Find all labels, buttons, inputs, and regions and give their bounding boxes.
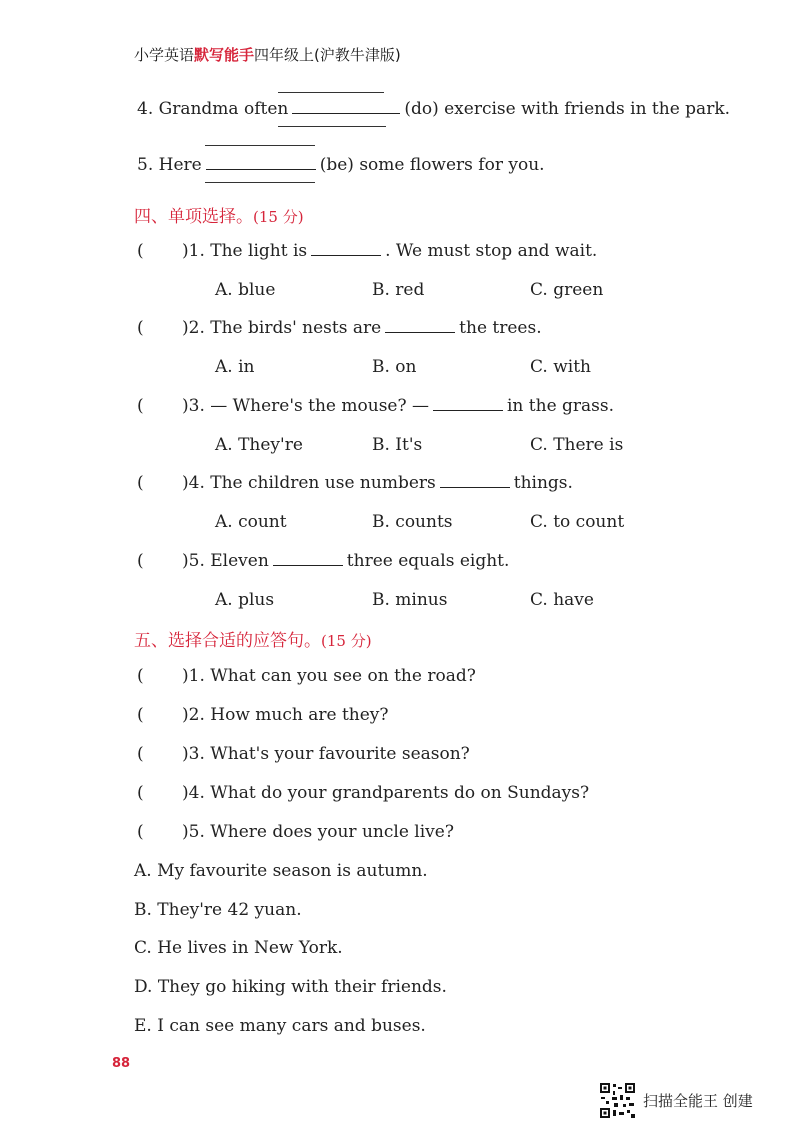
answer-blank[interactable] xyxy=(311,254,381,256)
answer-option-b: B. They're 42 yuan. xyxy=(134,900,302,920)
section-5-score: (15 分) xyxy=(321,632,372,650)
question-num: )4. xyxy=(182,783,205,803)
option-b[interactable]: B. counts xyxy=(372,512,453,532)
option-c[interactable]: C. have xyxy=(530,590,594,610)
question-text: three equals eight. xyxy=(346,551,510,571)
answer-paren[interactable]: ( xyxy=(137,396,144,416)
answer-option-e: E. I can see many cars and buses. xyxy=(134,1016,426,1036)
question-num: )2. xyxy=(182,318,205,338)
answer-paren[interactable]: ( xyxy=(137,241,144,261)
option-a[interactable]: A. plus xyxy=(215,590,275,610)
question-text: things. xyxy=(513,473,573,493)
page-header xyxy=(134,44,401,65)
section-4-title xyxy=(134,202,304,227)
question-num: )1. xyxy=(182,241,205,261)
fill-line-4 xyxy=(137,99,730,119)
option-b[interactable]: B. minus xyxy=(372,590,448,610)
question-5-4 xyxy=(182,783,589,803)
option-c[interactable]: C. with xyxy=(530,357,591,377)
question-text: What can you see on the road? xyxy=(210,666,476,686)
option-b[interactable]: B. It's xyxy=(372,435,423,455)
answer-rule xyxy=(205,182,315,183)
section-5-title xyxy=(134,626,372,651)
answer-rule xyxy=(278,92,384,93)
question-4-1 xyxy=(182,241,597,261)
question-text: the trees. xyxy=(459,318,542,338)
option-a[interactable]: A. count xyxy=(215,512,287,532)
option-a[interactable]: A. blue xyxy=(215,280,276,300)
answer-blank[interactable] xyxy=(433,409,503,411)
question-5-3 xyxy=(182,744,470,764)
question-text: The birds' nests are xyxy=(210,318,382,338)
question-text: . We must stop and wait. xyxy=(385,241,598,261)
answer-blank[interactable] xyxy=(273,564,343,566)
fill-4-pre: 4. Grandma often xyxy=(137,99,289,119)
question-4-2 xyxy=(182,318,542,338)
fill-line-5 xyxy=(137,155,545,175)
question-num: )4. xyxy=(182,473,205,493)
question-text: — Where's the mouse? — xyxy=(210,396,429,416)
answer-paren[interactable]: ( xyxy=(137,551,144,571)
answer-blank[interactable] xyxy=(440,486,510,488)
section-5-title-text: 五、选择合适的应答句。 xyxy=(134,631,321,651)
question-num: )3. xyxy=(182,744,205,764)
section-4-title-text: 四、单项选择。 xyxy=(134,207,253,227)
question-num: )5. xyxy=(182,822,205,842)
answer-paren[interactable]: ( xyxy=(137,318,144,338)
answer-blank[interactable] xyxy=(292,112,400,114)
question-text: The light is xyxy=(210,241,308,261)
fill-5-pre: 5. Here xyxy=(137,155,202,175)
question-5-2 xyxy=(182,705,389,725)
fill-5-post: (be) some flowers for you. xyxy=(319,155,545,175)
question-4-4 xyxy=(182,473,573,493)
fill-4-post: (do) exercise with friends in the park. xyxy=(404,99,731,119)
answer-option-a: A. My favourite season is autumn. xyxy=(134,861,428,881)
question-5-5 xyxy=(182,822,454,842)
question-num: )2. xyxy=(182,705,205,725)
option-c[interactable]: C. to count xyxy=(530,512,625,532)
answer-option-d: D. They go hiking with their friends. xyxy=(134,977,447,997)
option-c[interactable]: C. green xyxy=(530,280,604,300)
answer-paren[interactable]: ( xyxy=(137,822,144,842)
answer-paren[interactable]: ( xyxy=(137,705,144,725)
page-number: 88 xyxy=(112,1056,131,1071)
qr-code-icon xyxy=(599,1082,636,1119)
question-text: Where does your uncle live? xyxy=(210,822,454,842)
question-4-3 xyxy=(182,396,614,416)
question-5-1 xyxy=(182,666,476,686)
header-suffix: 四年级上(沪教牛津版) xyxy=(254,46,401,64)
question-4-5 xyxy=(182,551,509,571)
question-text: How much are they? xyxy=(210,705,389,725)
header-prefix: 小学英语 xyxy=(134,46,195,64)
question-num: )5. xyxy=(182,551,205,571)
question-text: The children use numbers xyxy=(210,473,436,493)
answer-rule xyxy=(278,126,386,127)
answer-paren[interactable]: ( xyxy=(137,666,144,686)
option-c[interactable]: C. There is xyxy=(530,435,624,455)
header-brand: 默写能手 xyxy=(194,46,255,64)
option-b[interactable]: B. red xyxy=(372,280,425,300)
section-4-score: (15 分) xyxy=(253,208,304,226)
answer-option-c: C. He lives in New York. xyxy=(134,938,343,958)
question-text: Eleven xyxy=(210,551,269,571)
option-b[interactable]: B. on xyxy=(372,357,417,377)
question-text: What do your grandparents do on Sundays? xyxy=(210,783,590,803)
answer-rule xyxy=(205,145,315,146)
question-num: )1. xyxy=(182,666,205,686)
answer-paren[interactable]: ( xyxy=(137,744,144,764)
option-a[interactable]: A. They're xyxy=(215,435,303,455)
answer-blank[interactable] xyxy=(385,331,455,333)
answer-paren[interactable]: ( xyxy=(137,783,144,803)
answer-blank[interactable] xyxy=(206,168,316,170)
scanner-watermark: 扫描全能王 创建 xyxy=(643,1092,753,1110)
question-num: )3. xyxy=(182,396,205,416)
answer-paren[interactable]: ( xyxy=(137,473,144,493)
question-text: in the grass. xyxy=(507,396,615,416)
question-text: What's your favourite season? xyxy=(210,744,470,764)
option-a[interactable]: A. in xyxy=(215,357,255,377)
